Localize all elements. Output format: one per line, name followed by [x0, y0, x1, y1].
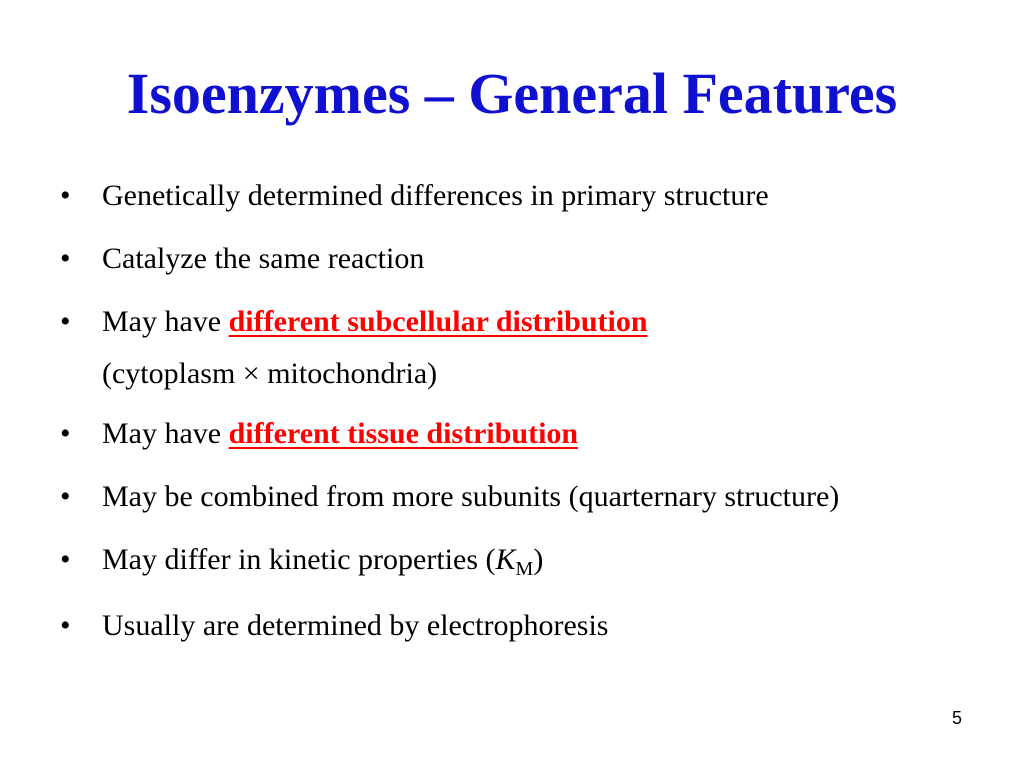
bullet-text: Catalyze the same reaction: [102, 242, 425, 275]
bullet-item: [60, 542, 1010, 581]
bullet-text: Genetically determined differences in primary structure: [102, 179, 769, 212]
bullet-icon: •: [60, 543, 71, 576]
bullet-text-suffix: ): [533, 543, 544, 576]
bullet-text: Usually are determined by electrophoresis: [102, 609, 609, 642]
bullet-text-prefix: May have: [102, 417, 229, 450]
bullet-item: [60, 241, 1010, 277]
bullet-text: May be combined from more subunits (quarternary structure): [102, 480, 840, 513]
bullet-icon: •: [60, 179, 71, 212]
bullet-icon: •: [60, 480, 71, 513]
bullet-icon: •: [60, 417, 71, 450]
bullet-item: [60, 416, 1010, 452]
slide-title: Isoenzymes – General Features: [126, 61, 898, 126]
bullet-text-prefix: May have: [102, 305, 229, 338]
bullet-item: [60, 608, 1010, 644]
emphasis-text: different tissue distribution: [228, 417, 579, 450]
bullet-list: [60, 178, 1010, 671]
bullet-item: [60, 479, 1010, 515]
bullet-text-prefix: May differ in kinetic properties (: [102, 543, 496, 576]
bullet-icon: •: [60, 242, 71, 275]
slide-number: 5: [951, 708, 962, 728]
bullet-icon: •: [60, 609, 71, 642]
km-subscript: M: [515, 558, 534, 580]
km-symbol: K: [495, 543, 516, 576]
bullet-continuation: (cytoplasm × mitochondria): [102, 357, 438, 390]
bullet-icon: •: [60, 305, 71, 338]
emphasis-text: different subcellular distribution: [228, 305, 648, 338]
bullet-item: [60, 178, 1010, 214]
bullet-item: [60, 304, 1010, 392]
